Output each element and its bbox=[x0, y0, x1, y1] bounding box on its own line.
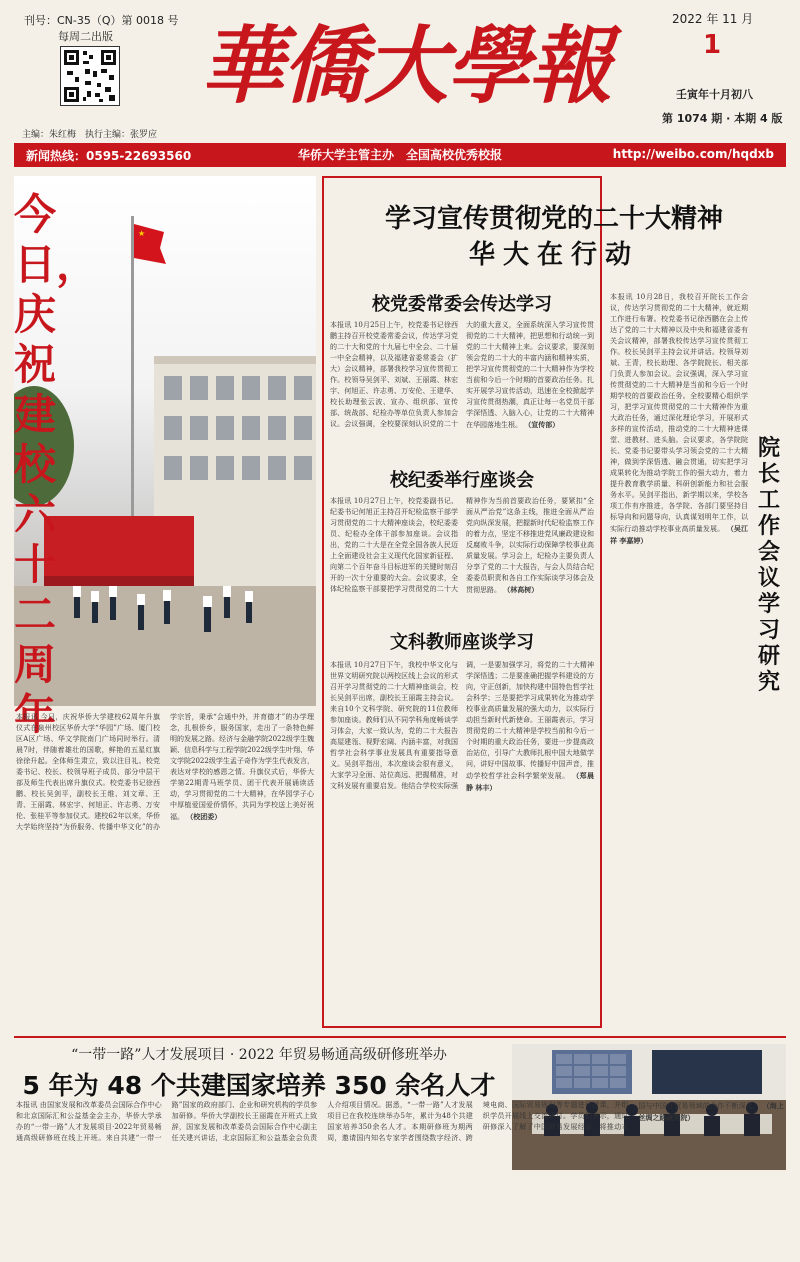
left-headline: 今日，庆祝建校六十二周年 bbox=[14, 190, 99, 739]
story2-headline: 校纪委举行座谈会 bbox=[390, 470, 534, 491]
frequency: 每周二出版 bbox=[58, 30, 113, 43]
story4-text: 本报讯 10月28日，我校召开院长工作会议，传达学习贯彻党的二十大精神，就近期工作进行布署。校党委书记徐西鹏在会上传达了党的二十大精神以及中央和福建省委有关会议精神，部署我校传达学习宣传贯彻工作。校长吴剑平主持会议并讲话。校领导刘斌、王青，校长助理、各学院院长、相关部门负责人参加会议。会议强调，深入学习宣传贯彻党的二十大精神是当前和今后一个时期学校的首要政治任务。全校要精心组织学习，把学习宣传贯彻党的二十大精神作为重大政治任务，通过深化理论学习，开展形式多样的宣传活动，推动党的二十大精神进课堂、进教材、进头脑。会议要求，各学院院长、党委书记要带头学习领会党的二十大精神，做到学深悟透、融会贯通，切实把学习成果转化为推动学院工作的强大动力，着力提升教育教学质量、科研创新能力和社会服务水平。吴剑平指出，新学期以来，学校各项工作有序推进，各学院、各部门要坚持目标导向和问题导向，认真谋划明年工作，以实际行动推动学校事业高质量发展。 bbox=[610, 293, 748, 533]
serial-number: 刊号：CN-35（Q）第 0018 号 bbox=[24, 14, 179, 27]
bottom-divider bbox=[14, 1036, 786, 1038]
story2-text: 本报讯 10月27日上午，校党委副书记、纪委书记何旭正主持召开纪检监察干部学习贯彻党的二十大精神座谈会，校纪委委员、纪检办全体干部参加座谈。会议指出，党的二十大是在全党全国各族人民迈上全面建设社会主义现代化国家新征程、向第二个百年奋斗目标进军的关键时刻召开的一次十分重要的大会。会议要求，全体纪检监察干部要把学习贯彻党的二十大精神作为当前首要政治任务，要紧扣“全面从严治党”这条主线，推进全面从严治党向纵深发展，把握新时代纪检监察工作的着力点，坚定不移推进党风廉政建设和反腐败斗争，以实际行动保障学校事业高质量发展。学习会上，纪检办主要负责人分享了党的二十大报告，与会人员结合纪委委员职责和各自工作实际谈学习体会及贯彻思路。 bbox=[330, 497, 594, 594]
story1-body bbox=[330, 320, 594, 470]
svg-text:★: ★ bbox=[138, 229, 146, 238]
story1-headline: 校党委常委会传达学习 bbox=[372, 294, 552, 315]
issue-date: 2022 年 11 月 bbox=[672, 12, 754, 26]
story2-byline: （林高树） bbox=[503, 585, 539, 594]
story4-headline: 院长工作会议学习研究 bbox=[757, 436, 780, 695]
story1-text: 本报讯 10月25日上午，校党委书记徐西鹏主持召开校党委常委会议，传达学习党的二十大和党的十九届七中全会、二十届一中全会精神，以及福建省委常委会（扩大）会议精神，部署我校学习宣传贯彻工作。校领导吴剑平、刘斌、王丽霞、林宏宇、何旭正、许志勇、万安伦、王建华、校长助理张云波、宣办、组织部、宣传部、统战部、纪检办等单位负责人参加会议。会议强调，全校要深刻认识党的二十大的重大意义，全面系统深入学习宣传贯彻党的二十大精神，把思想和行动统一到党的二十大精神上来。会议要求，要深刻领会党的二十大的丰富内涵和精神实质，把学习宣传贯彻党的二十大精神作为学校当前和今后一个时期的首要政治任务。扎实开展学习宣传活动，迅速在全校掀起学习宣传贯彻热潮，真正让每一名党员干部学深悟透、入脑入心，让党的二十大精神在华园落地生根。 bbox=[330, 321, 594, 429]
bottom-headline: 5 年为 48 个共建国家培养 350 余名人才 bbox=[22, 1071, 496, 1100]
issue-day: 1 bbox=[703, 30, 722, 60]
sponsor-line: 华侨大学主管主办 全国高校优秀校报 bbox=[297, 148, 502, 162]
story3-byline: （郑晨静 林丰） bbox=[466, 771, 594, 792]
feature-banner bbox=[322, 176, 786, 276]
feature-banner-line1: 学习宣传贯彻党的二十大精神 bbox=[384, 204, 723, 234]
story2-body bbox=[330, 496, 594, 640]
feature-banner-line2: 华大在行动 bbox=[468, 240, 639, 270]
lunar-date: 壬寅年十月初八 bbox=[676, 88, 753, 101]
bottom-story-body bbox=[16, 1100, 784, 1256]
story4-body bbox=[610, 292, 784, 1012]
newspaper-title: 華僑大學報 bbox=[199, 16, 610, 115]
story4-byline: （吴江祥 李嘉婷） bbox=[610, 524, 749, 545]
bottom-kicker: “一带一路”人才发展项目 · 2022 年贸易畅通高级研修班举办 bbox=[71, 1047, 447, 1063]
masthead bbox=[0, 0, 800, 168]
bottom-story-byline: （海上丝绸之路研究院） bbox=[638, 1101, 784, 1122]
story3-body bbox=[330, 660, 594, 1020]
editor-credits: 主编：朱红梅 执行主编：张罗应 bbox=[22, 130, 158, 140]
story1-byline: （宣传部） bbox=[524, 420, 560, 429]
story3-headline: 文科教师座谈学习 bbox=[390, 632, 534, 653]
qr-code bbox=[60, 46, 120, 106]
left-story-text: 本报讯 今日，庆祝华侨大学建校62周年升旗仪式在泉州校区华侨大学“华园”广场、厦门校区A区广场、华文学院南门广场同时举行。清晨7时，伴随着雄壮的国歌，鲜艳的五星红旗徐徐升起。全体师生肃立，致以注目礼。校党委书记、校长、校领导班子成员、部分中层干部及师生代表出席升旗仪式。校党委书记徐西鹏、校长吴剑平，副校长王维、刘文章、王青、王丽霞、林宏宇、何旭正、许志勇、万安伦、张桂平等参加仪式。建校62年以来，华侨大学始终坚持“为侨服务、传播中华文化”的办学宗旨，秉承“会通中外，并育德才”的办学理念，扎根侨乡，服务国家，走出了一条特色鲜明的发展之路。经济与金融学院2022级学生魏颖、信息科学与工程学院2022级学生叶翔、华文学院2022级学生孟子奇作为学生代表发言，表达对学校的感恩之情。升旗仪式后，华侨大学第22期青马班学员、团干代表开展诵读活动，学习贯彻党的二十大精神，在华园学子心中厚植爱国爱侨情怀，共同为学校送上美好祝福。 bbox=[16, 713, 314, 831]
left-story-byline: （校团委） bbox=[186, 812, 222, 821]
news-hotline: 新闻热线：0595-22693560 bbox=[26, 149, 192, 163]
left-story-body bbox=[16, 712, 314, 1012]
bottom-story-text: 本报讯 由国家发展和改革委员会国际合作中心和北京国际汇和公益基金会主办，华侨大学承办的“一带一路”人才发展项目·2022年贸易畅通高级研修班在线上开班。来自共建“一带一路”国家的政府部门、企业和研究机构的学员参加研修。华侨大学副校长王丽霞在开班式上致辞，国家发展和改革委员会国际合作中心副主任关建兴讲话，北京国际汇和公益基金会负责人介绍项目情况。据悉，“一带一路”人才发展项目已在我校连续举办5年，累计为48个共建国家培养350余名人才。本期研修班为期两周，邀请国内知名专家学者围绕数字经济、跨境电商、国际贸易规则等专题进行授课，并组织学员开展线上交流研讨。学员们表示，通过研修深入了解了中国贸易发展经验，将推动本国与中国在贸易领域的合作不断深化。 bbox=[16, 1101, 761, 1142]
issue-number: 第 1074 期 · 本期 4 版 bbox=[662, 112, 783, 125]
story3-text: 本报讯 10月27日下午，我校中华文化与世界文明研究院以两校区线上会议的形式召开学习贯彻党的二十大精神座谈会，校长吴剑平出席，副校长王丽霞主持会议。来自10个文科学院、研究院的11位教师参加座谈。教师们从不同学科角度畅谈学习体会，大家一致认为，党的二十大报告高屋建瓴、视野宏阔、内涵丰富，对我国哲学社会科学事业发展具有重要指导意义。吴剑平指出，本次座谈会很有意义，大家学习全面、站位高远、把握精准，对文科发展有重要启发。他结合学校实际强调，一是要加强学习，将党的二十大精神学深悟透；二是要准确把握学科建设的方向，守正创新，加快构建中国特色哲学社会科学；三是要把学习成果转化为推动学校事业高质量发展的强大动力，以实际行动担当新时代新使命。王丽霞表示，学习贯彻党的二十大精神是学校当前和今后一个时期的重大政治任务，要进一步提高政治站位，引导广大教师扎根中国大地做学问，讲好中国故事、传播好中国声音，推动学校哲学社会科学繁荣发展。 bbox=[330, 661, 594, 790]
weibo-link[interactable]: http://weibo.com/hqdxb bbox=[612, 147, 774, 161]
